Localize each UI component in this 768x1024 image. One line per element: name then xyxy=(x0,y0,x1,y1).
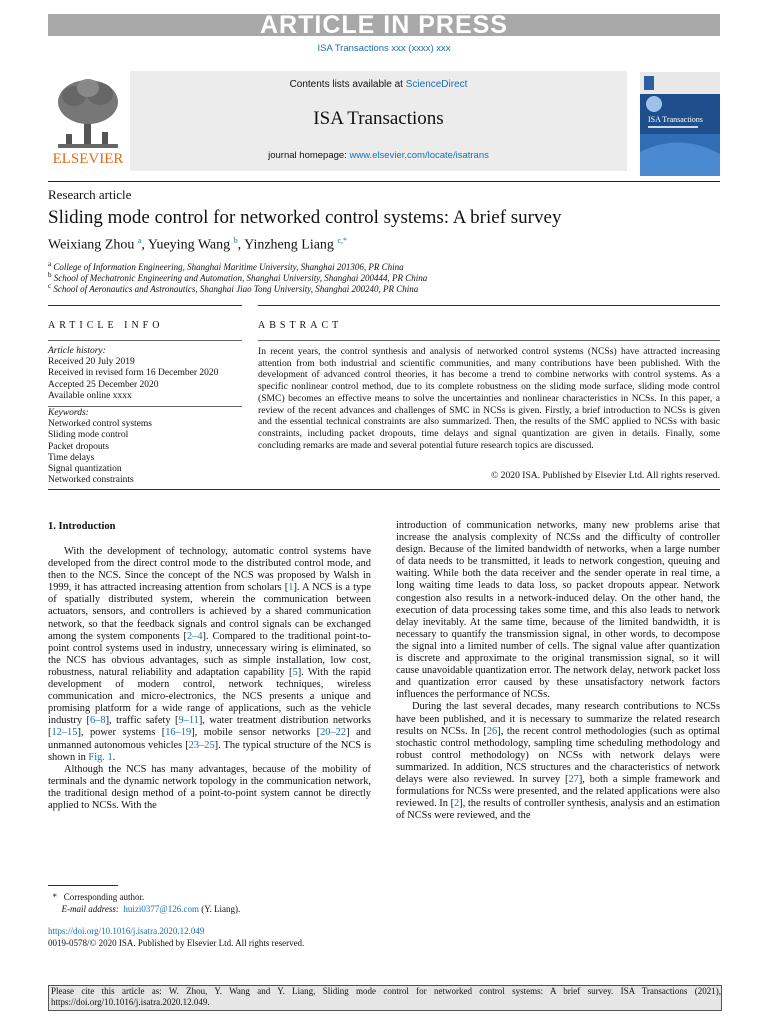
affiliation xyxy=(48,282,418,294)
journal-reference-link[interactable]: ISA Transactions xxx (xxxx) xxx xyxy=(317,43,451,54)
citation-link[interactable]: 1 xyxy=(288,582,294,594)
citation-link[interactable]: Fig. 1 xyxy=(88,751,113,763)
affiliation-mark: a xyxy=(48,260,52,268)
affiliation-mark: c xyxy=(48,282,52,290)
text-run: ], the recent control methodologies (such as optimal stochastic control methodology, sampling time scheduling methodology and robust control methodology) on NCSs with network delays were summarized. In addition, NCS structures and the characteristics of network delays were also reviewed. In survey [ xyxy=(396,725,720,785)
affiliation-text: School of Aeronautics and Astronautics, Shanghai Jiao Tong University, Shanghai 200240, PR China xyxy=(53,284,419,294)
paragraph: introduction of communication networks, many new problems arise that increase the analysis complexity of NCSs and the difficulty of controller design. Because of the limited bandwidth of networks, when a large number of data needs to be transmitted, it leads to network congestion, queuing and waiting. While both the data receiver and the sender operate in real time, a long waiting time leads to data loss, so packet dropouts appear. Network congestion also results in a network-induced delay. On the other hand, the execution of data processing takes some time, and this also leads to network delay inevitably. At the same time, because of the limited bandwidth, it is necessary to quantify the transmission signal, in other words, to decompose the signal into a limited number of cells. The signal value after quantization is discrete and approximate to the original transmission signal, so it will cause unavoidable quantization error. The network delay, network packet loss and quantization error caused by these unsatisfactory network factors influences the performance of NCSs. xyxy=(396,520,720,701)
elsevier-logo xyxy=(48,74,128,166)
text-run: ]. With the rapid development of modern control, network techniques, wireless communication and micro-electronics, the NCS presents a unique and promising platform for a wide range of applications, such as the vehicle industry [ xyxy=(48,666,371,727)
author-list: Weixiang Zhou $^a$, Yueying Wang $^b$, Yinzheng Liang $^{c,*}$ xyxy=(48,236,347,253)
text-run: ], both a simple framework and formulations for NCSs were presented, and the related applications were also reviewed. In [ xyxy=(396,773,720,810)
citation-link[interactable]: 26 xyxy=(486,725,498,737)
text-run: ] and unmanned autonomous vehicles [ xyxy=(48,727,372,751)
corresponding-author-label: Corresponding author. xyxy=(63,892,145,902)
homepage-prefix: journal homepage: xyxy=(268,150,350,161)
text-run: ]. The typical structure of the NCS is shown in xyxy=(48,739,371,763)
history-item: Received 20 July 2019 xyxy=(48,357,135,368)
text-run: ], traffic safety [ xyxy=(105,715,179,727)
text-run: During the last several decades, many research contributions to NCSs have been published, and it is necessary to summarize the related research results on NCSs. In [ xyxy=(396,701,720,737)
homepage-link[interactable]: www.elsevier.com/locate/isatrans xyxy=(349,150,489,161)
keywords-rule xyxy=(48,406,242,407)
keyword: Sliding mode control xyxy=(48,430,129,441)
author-name: Yinzheng Liang xyxy=(244,237,334,253)
abstract-bottom-rule xyxy=(48,489,720,490)
abstract-heading: ABSTRACT xyxy=(258,320,343,331)
text-run: ], the results of controller synthesis, analysis and an estimation of NCSs were reviewed, and the xyxy=(396,798,720,822)
keyword: Networked control systems xyxy=(48,419,152,430)
author-affiliation-mark[interactable]: c,* xyxy=(337,236,347,245)
email-label: E-mail address: xyxy=(61,904,119,914)
article-history xyxy=(48,346,242,402)
citation-link[interactable]: 16–19 xyxy=(165,727,192,739)
sciencedirect-link[interactable]: ScienceDirect xyxy=(405,79,468,90)
history-item: Received in revised form 16 December 2020 xyxy=(48,368,219,379)
citation-link[interactable]: 23–25 xyxy=(188,739,215,751)
text-run: ]. Compared to the traditional point-to-point control systems used in industry, unnecessary wiring is eliminated, so the NCS has obvious advantages, such as simple installation, low cost, robustness, natural reliability and adaptation capability [ xyxy=(48,630,371,678)
keyword: Networked constraints xyxy=(48,475,134,486)
citation-box: Please cite this article as: W. Zhou, Y. Wang and Y. Liang, Sliding mode control for networked control systems: A brief survey. ISA Transactions (2021), https://doi.org/10.1016/j.isatra.2020.12.049. xyxy=(48,985,722,1011)
history-label: Article history: xyxy=(48,346,106,356)
elsevier-wordmark: ELSEVIER xyxy=(52,151,124,166)
citation-link[interactable]: 2 xyxy=(454,798,460,810)
section-heading-introduction: 1. Introduction xyxy=(48,521,116,532)
email-suffix: (Y. Liang). xyxy=(198,904,241,914)
paragraph xyxy=(396,701,720,822)
abstract-copyright: © 2020 ISA. Published by Elsevier Ltd. All rights reserved. xyxy=(491,470,720,481)
citation-link[interactable]: 5 xyxy=(292,666,298,678)
article-in-press-banner: ARTICLE IN PRESS xyxy=(48,14,720,36)
homepage-line xyxy=(130,150,627,161)
author-affiliation-mark[interactable]: b xyxy=(233,236,238,245)
abstract-sub-rule xyxy=(258,340,720,341)
affiliation-mark: b xyxy=(48,271,52,279)
article-info-heading: ARTICLE INFO xyxy=(48,320,164,331)
keywords-label: Keywords: xyxy=(48,408,89,418)
history-item: Accepted 25 December 2020 xyxy=(48,379,159,390)
paragraph xyxy=(48,546,371,764)
contents-line xyxy=(130,79,627,90)
citation-link[interactable]: 9–11 xyxy=(178,715,199,727)
cover-title: ISA Transactions xyxy=(648,115,703,124)
abstract-text: In recent years, the control synthesis and analysis of networked control systems (NCSs) have attracted increasing attention from both industrial and scientific communities, and many contributions have been published. With the development of advanced control theories, it has become a trend to combine networks with control systems. As a specific nonlinear control method, due to its complete robustness on the sliding mode surface, sliding mode control (SMC) becomes an effective means to solve the uncertainties and nonlinear characteristics in NCSs. In this paper, a review of the recent advances and challenges of SMC in NCSs is given. Firstly, a brief introduction to NCSs is given and the essential technical constraints are also summarized. Then, the results of the SMC applied to NCSs with basic constraints, including packet dropouts, time delays and signal quantization are given in details. Finally, some concluding remarks are made and several potential future research topics are discussed. xyxy=(258,346,720,451)
text-run: ], mobile sensor networks [ xyxy=(191,727,321,739)
affiliation-text: School of Mechatronic Engineering and Automation, Shanghai University, Shanghai 200444, PR China xyxy=(53,273,428,283)
keywords xyxy=(48,408,242,486)
abstract-top-rule xyxy=(258,305,720,306)
footnote-rule xyxy=(48,885,118,886)
doi-block xyxy=(48,926,304,949)
email-link[interactable]: huizi0377@126.com xyxy=(123,904,199,914)
footnote: * Corresponding author. E-mail address: huizi0377@126.com (Y. Liang). xyxy=(48,892,241,914)
author-name: Weixiang Zhou xyxy=(48,237,135,253)
body-column-left xyxy=(48,546,371,812)
paragraph: Although the NCS has many advantages, because of the mobility of terminals and the dynamic network topology in the communication network, the traditional design method of a point-to-point system cannot be directly applied to NCSs. With the xyxy=(48,763,371,811)
body-column-right xyxy=(396,520,720,822)
text-run: With the development of technology, automatic control systems have developed from the direct control mode to the distributed control mode, and then to the NCS. Since the concept of the NCS was proposed by Walsh in 1999, it has attracted increasing attention from scholars [ xyxy=(48,546,371,594)
contents-prefix: Contents lists available at xyxy=(289,79,406,90)
keyword: Packet dropouts xyxy=(48,441,109,452)
text-run: ], power systems [ xyxy=(77,727,166,739)
citation-link[interactable]: 27 xyxy=(568,773,579,785)
issn-line: 0019-0578/© 2020 ISA. Published by Elsevier Ltd. All rights reserved. xyxy=(48,937,305,948)
info-sub-rule xyxy=(48,340,242,341)
affiliation-text: College of Information Engineering, Shanghai Maritime University, Shanghai 201306, PR China xyxy=(53,262,404,272)
citation-link[interactable]: 2–4 xyxy=(186,630,203,642)
citation-link[interactable]: 12–15 xyxy=(51,727,78,739)
author-name: Yueying Wang xyxy=(147,237,231,253)
journal-name: ISA Transactions xyxy=(313,108,444,129)
history-item: Available online xxxx xyxy=(48,390,132,401)
text-run: . xyxy=(112,751,116,763)
text-run: ]. A NCS is a type of spatially distributed system, wherein the communication between actuators, sensors, and controllers is achieved by a shared communication network, so that the feedback signals and control signals can be exchanged among the system components [ xyxy=(48,582,371,642)
citation-link[interactable]: 6–8 xyxy=(89,715,106,727)
header-divider xyxy=(48,181,720,182)
citation-link[interactable]: 20–22 xyxy=(320,727,347,739)
author-affiliation-mark[interactable]: a xyxy=(137,236,142,245)
article-title: Sliding mode control for networked control systems: A brief survey xyxy=(48,207,562,228)
keyword: Signal quantization xyxy=(48,464,122,475)
journal-cover-thumbnail xyxy=(640,72,720,176)
info-top-rule xyxy=(48,305,242,306)
text-run: ], water treatment distribution networks [ xyxy=(48,715,372,739)
article-type: Research article xyxy=(48,187,132,202)
keyword: Time delays xyxy=(48,452,95,463)
doi-link[interactable]: https://doi.org/10.1016/j.isatra.2020.12.049 xyxy=(48,926,205,936)
